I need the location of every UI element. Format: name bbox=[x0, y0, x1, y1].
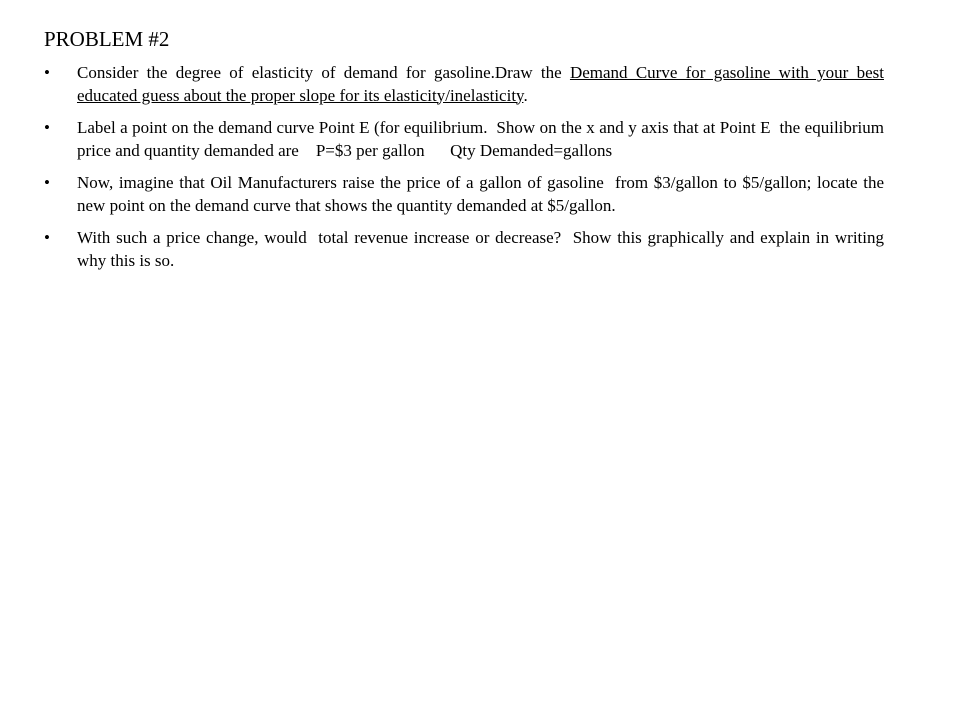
bullet-item-draw-demand-curve bbox=[44, 62, 884, 107]
bullet-item-price-increase bbox=[44, 172, 889, 217]
bullet-text: With such a price change, would total revenue increase or decrease? Show this graphically and explain in writing why this is so. bbox=[77, 228, 889, 270]
bullet-list bbox=[44, 62, 889, 282]
underlined-instruction: Demand Curve for gasoline with your best educated guess about the proper slope for its elasticity/inelasticity bbox=[77, 63, 884, 105]
bullet-text bbox=[77, 63, 884, 105]
bullet-text-end: . bbox=[523, 85, 528, 105]
bullet-text-intro: Consider the degree of elasticity of demand for gasoline.Draw the bbox=[77, 63, 570, 82]
bullet-text: Now, imagine that Oil Manufacturers raise the price of a gallon of gasoline from $3/gallon to $5/gallon; locate the new point on the demand curve that shows the quantity demanded at $5/gallon. bbox=[77, 173, 889, 215]
bullet-icon: • bbox=[44, 63, 50, 82]
bullet-icon: • bbox=[44, 118, 50, 137]
bullet-icon: • bbox=[44, 228, 50, 247]
slide-title: PROBLEM #2 bbox=[44, 27, 170, 51]
bullet-text: Label a point on the demand curve Point E (for equilibrium. Show on the x and y axis that at Point E the equilibrium price and quantity demanded are P=$3 per gallon Qty Demanded=gallons bbox=[77, 118, 889, 160]
bullet-item-label-point-e bbox=[44, 117, 889, 162]
bullet-item-total-revenue bbox=[44, 227, 889, 272]
bullet-icon: • bbox=[44, 173, 50, 192]
